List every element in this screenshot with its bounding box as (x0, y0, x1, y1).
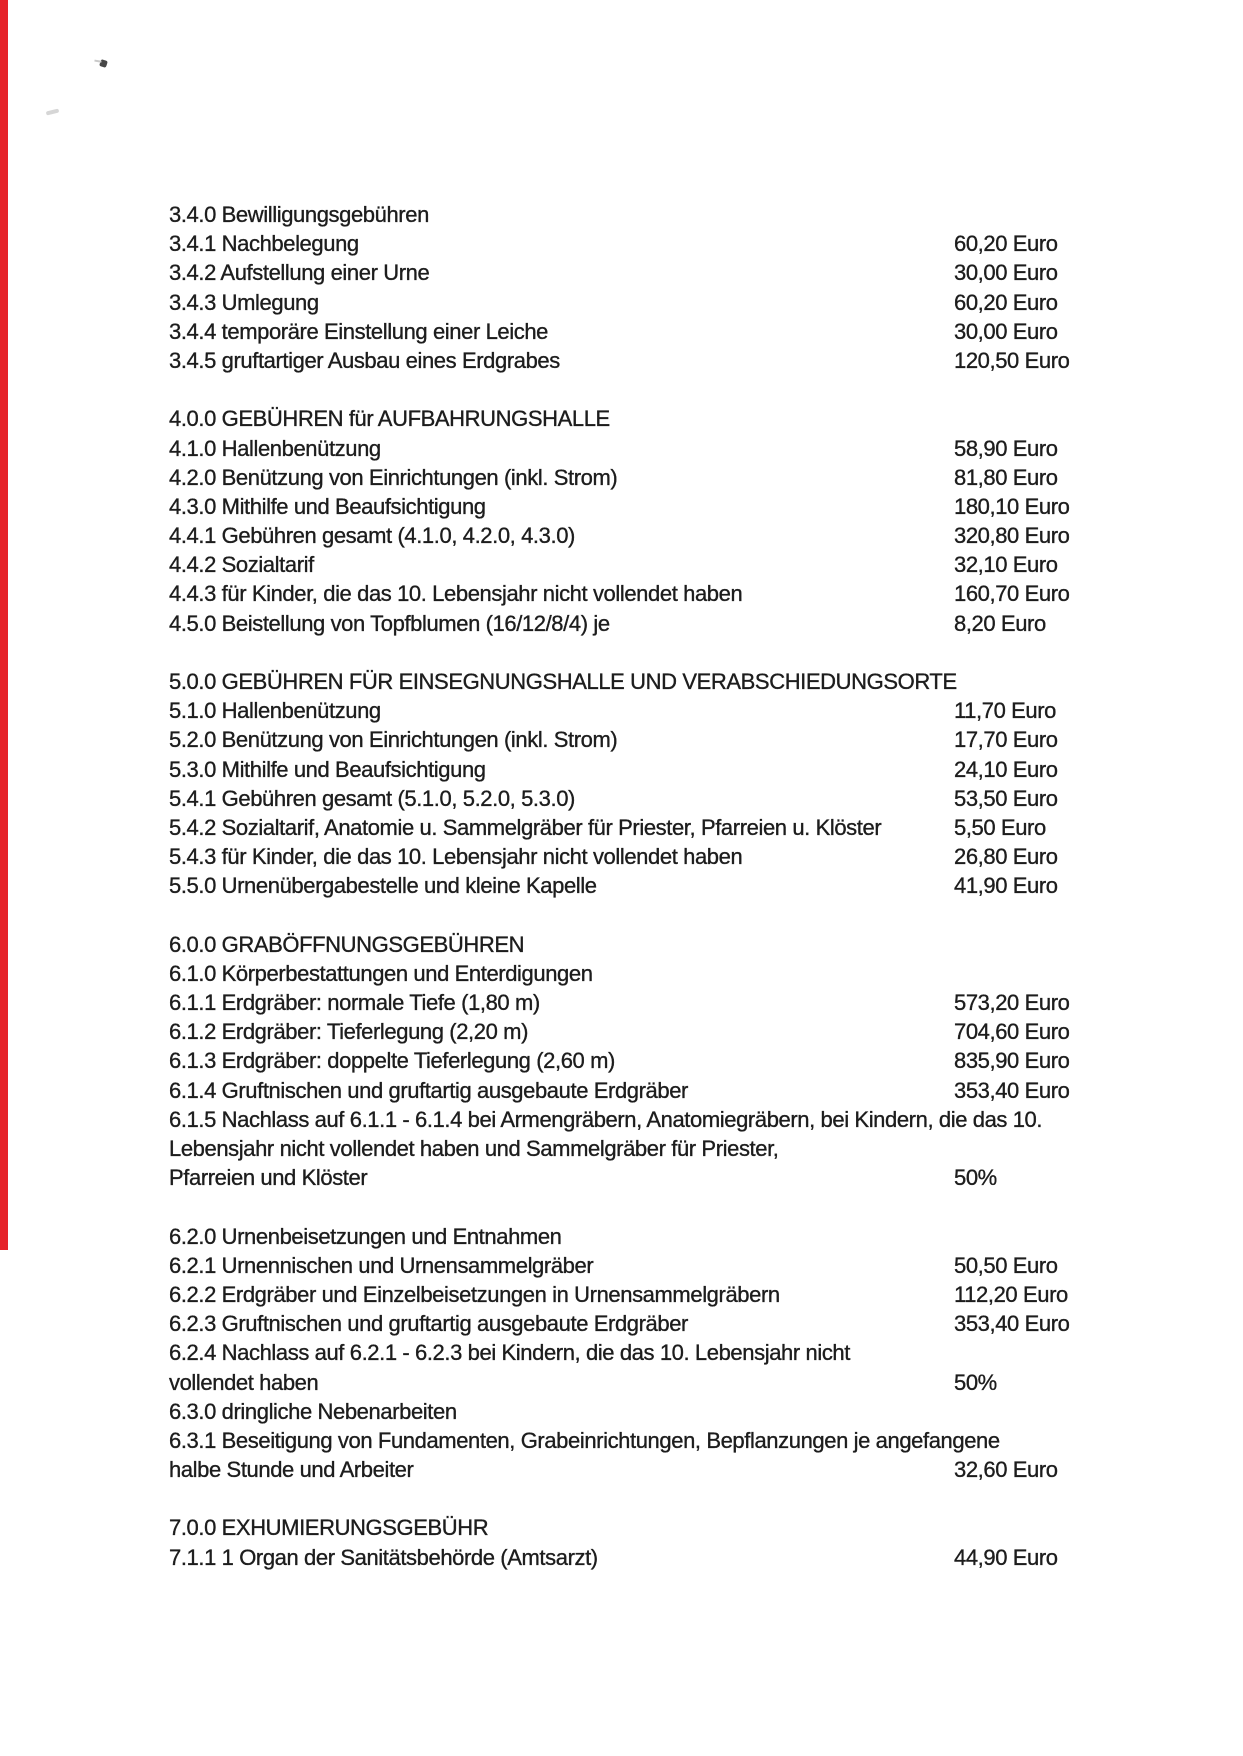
fee-row (169, 1309, 1179, 1338)
fee-label: 3.4.4 temporäre Einstellung einer Leiche (169, 318, 549, 344)
fee-label: 6.1.5 Nachlass auf 6.1.1 - 6.1.4 bei Armengräbern, Anatomiegräbern, bei Kindern, die das 10. (169, 1106, 1043, 1132)
fee-label: vollendet haben (169, 1369, 319, 1395)
fee-row (169, 200, 1179, 229)
fee-label: 5.4.3 für Kinder, die das 10. Lebensjahr nicht vollendet haben (169, 844, 743, 870)
scan-speck-dark (99, 59, 108, 68)
fee-row (169, 696, 1179, 725)
fee-label: 7.1.1 1 Organ der Sanitätsbehörde (Amtsarzt) (169, 1544, 598, 1570)
fee-label: 4.5.0 Beistellung von Topfblumen (16/12/8/4) je (169, 610, 610, 636)
fee-price: 26,80 Euro (954, 844, 1058, 870)
fee-price: 160,70 Euro (954, 581, 1070, 607)
fee-row (169, 959, 1179, 988)
fee-label: 6.2.2 Erdgräber und Einzelbeisetzungen in Urnensammelgräbern (169, 1281, 780, 1307)
fee-price: 50% (954, 1369, 997, 1395)
fee-label: 6.1.4 Gruftnischen und gruftartig ausgebaute Erdgräber (169, 1077, 688, 1103)
fee-label: 6.1.3 Erdgräber: doppelte Tieferlegung (2,60 m) (169, 1048, 615, 1074)
fee-label: 3.4.0 Bewilligungsgebühren (169, 202, 429, 227)
fee-row (169, 1017, 1179, 1046)
fee-row (169, 317, 1179, 346)
fee-label: 6.0.0 GRABÖFFNUNGSGEBÜHREN (169, 931, 525, 957)
fee-row (169, 667, 1179, 696)
fee-row (169, 1426, 1179, 1455)
fee-row (169, 258, 1179, 287)
fee-row (169, 609, 1179, 638)
fee-row (169, 1222, 1179, 1251)
fee-price: 5,50 Euro (954, 814, 1046, 840)
fee-label: 3.4.5 gruftartiger Ausbau eines Erdgrabes (169, 347, 560, 373)
fee-section (169, 200, 1179, 375)
fee-price: 112,20 Euro (954, 1281, 1068, 1307)
fee-price: 81,80 Euro (954, 464, 1058, 490)
fee-price: 835,90 Euro (954, 1048, 1070, 1074)
fee-row (169, 1280, 1179, 1309)
fee-price: 353,40 Euro (954, 1311, 1070, 1337)
fee-label: 4.2.0 Benützung von Einrichtungen (inkl. Strom) (169, 464, 618, 490)
fee-label: 4.1.0 Hallenbenützung (169, 435, 381, 461)
fee-label: halbe Stunde und Arbeiter (169, 1457, 414, 1483)
fee-label: 6.3.1 Beseitigung von Fundamenten, Grabeinrichtungen, Bepflanzungen je angefangene (169, 1427, 1000, 1453)
fee-price: 60,20 Euro (954, 231, 1058, 257)
fee-row (169, 1134, 1179, 1163)
fee-row (169, 1163, 1179, 1192)
fee-price: 704,60 Euro (954, 1019, 1070, 1045)
fee-price: 8,20 Euro (954, 610, 1046, 636)
fee-label: 4.3.0 Mithilfe und Beaufsichtigung (169, 493, 486, 519)
fee-schedule (169, 200, 1179, 1572)
fee-price: 11,70 Euro (954, 698, 1057, 724)
fee-label: 3.4.3 Umlegung (169, 289, 319, 315)
fee-price: 58,90 Euro (954, 435, 1058, 461)
fee-section (169, 1222, 1179, 1485)
fee-row (169, 784, 1179, 813)
fee-row (169, 725, 1179, 754)
fee-price: 60,20 Euro (954, 289, 1058, 315)
fee-row (169, 288, 1179, 317)
fee-price: 44,90 Euro (954, 1544, 1058, 1570)
fee-row (169, 1513, 1179, 1542)
fee-label: 3.4.2 Aufstellung einer Urne (169, 260, 430, 286)
fee-row (169, 1046, 1179, 1075)
fee-price: 573,20 Euro (954, 990, 1070, 1016)
fee-row (169, 492, 1179, 521)
fee-label: 5.3.0 Mithilfe und Beaufsichtigung (169, 756, 486, 782)
fee-label: 5.1.0 Hallenbenützung (169, 698, 381, 724)
fee-label: Lebensjahr nicht vollendet haben und Sammelgräber für Priester, (169, 1136, 779, 1161)
fee-row (169, 871, 1179, 900)
fee-row (169, 988, 1179, 1017)
fee-label: 5.0.0 GEBÜHREN FÜR EINSEGNUNGSHALLE UND VERABSCHIEDUNGSORTE (169, 669, 957, 694)
fee-label: 6.1.1 Erdgräber: normale Tiefe (1,80 m) (169, 990, 540, 1016)
fee-label: 6.3.0 dringliche Nebenarbeiten (169, 1398, 457, 1424)
fee-row (169, 521, 1179, 550)
fee-label: Pfarreien und Klöster (169, 1165, 368, 1191)
fee-label: 4.4.1 Gebühren gesamt (4.1.0, 4.2.0, 4.3.0) (169, 523, 575, 549)
fee-label: 6.1.2 Erdgräber: Tieferlegung (2,20 m) (169, 1019, 529, 1045)
fee-price: 32,60 Euro (954, 1457, 1058, 1483)
fee-label: 4.4.2 Sozialtarif (169, 552, 314, 578)
fee-label: 5.5.0 Urnenübergabestelle und kleine Kapelle (169, 873, 597, 899)
fee-label: 6.1.0 Körperbestattungen und Enterdigungen (169, 960, 593, 986)
fee-row (169, 930, 1179, 959)
fee-price: 17,70 Euro (954, 727, 1058, 753)
fee-label: 3.4.1 Nachbelegung (169, 231, 359, 257)
fee-label: 6.2.4 Nachlass auf 6.2.1 - 6.2.3 bei Kindern, die das 10. Lebensjahr nicht (169, 1340, 850, 1366)
fee-price: 30,00 Euro (954, 260, 1058, 286)
fee-label: 7.0.0 EXHUMIERUNGSGEBÜHR (169, 1515, 489, 1541)
fee-price: 353,40 Euro (954, 1077, 1070, 1103)
scan-speck-light (46, 108, 60, 115)
fee-price: 53,50 Euro (954, 785, 1058, 811)
fee-row (169, 755, 1179, 784)
fee-price: 50% (954, 1165, 997, 1191)
fee-label: 6.2.3 Gruftnischen und gruftartig ausgebaute Erdgräber (169, 1311, 688, 1337)
red-margin-bar (0, 0, 8, 1250)
fee-price: 32,10 Euro (954, 552, 1058, 578)
fee-price: 320,80 Euro (954, 523, 1070, 549)
fee-price: 41,90 Euro (954, 873, 1058, 899)
fee-row (169, 550, 1179, 579)
fee-row (169, 404, 1179, 433)
fee-row (169, 1338, 1179, 1367)
fee-label: 6.2.1 Urnennischen und Urnensammelgräber (169, 1252, 594, 1278)
fee-price: 30,00 Euro (954, 318, 1058, 344)
fee-price: 50,50 Euro (954, 1252, 1058, 1278)
fee-label: 5.4.1 Gebühren gesamt (5.1.0, 5.2.0, 5.3.0) (169, 785, 575, 811)
fee-row (169, 434, 1179, 463)
fee-label: 5.2.0 Benützung von Einrichtungen (inkl. Strom) (169, 727, 618, 753)
fee-price: 120,50 Euro (954, 347, 1070, 373)
fee-row (169, 813, 1179, 842)
fee-label: 5.4.2 Sozialtarif, Anatomie u. Sammelgräber für Priester, Pfarreien u. Klöster (169, 814, 882, 840)
fee-row (169, 1455, 1179, 1484)
fee-section (169, 667, 1179, 901)
fee-row (169, 1251, 1179, 1280)
fee-section (169, 404, 1179, 638)
fee-label: 6.2.0 Urnenbeisetzungen und Entnahmen (169, 1223, 562, 1249)
fee-row (169, 579, 1179, 608)
fee-row (169, 1543, 1179, 1572)
fee-row (169, 842, 1179, 871)
fee-price: 24,10 Euro (954, 756, 1058, 782)
fee-label: 4.4.3 für Kinder, die das 10. Lebensjahr nicht vollendet haben (169, 581, 743, 607)
fee-row (169, 463, 1179, 492)
fee-row (169, 1397, 1179, 1426)
fee-row (169, 1105, 1179, 1134)
fee-section (169, 930, 1179, 1193)
fee-row (169, 346, 1179, 375)
fee-label: 4.0.0 GEBÜHREN für AUFBAHRUNGSHALLE (169, 406, 610, 432)
fee-row (169, 1368, 1179, 1397)
fee-row (169, 229, 1179, 258)
fee-row (169, 1076, 1179, 1105)
fee-price: 180,10 Euro (954, 493, 1070, 519)
fee-section (169, 1513, 1179, 1571)
